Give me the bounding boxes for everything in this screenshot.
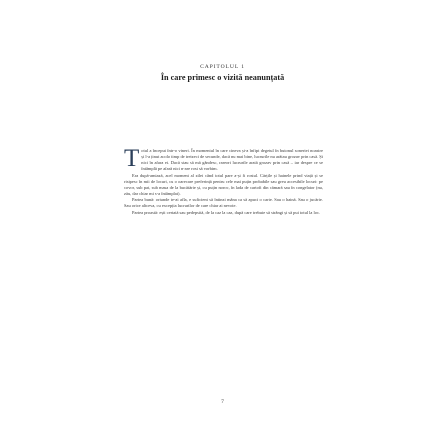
chapter-title: În care primesc o vizită neanunțată: [160, 73, 285, 82]
paragraph-4: Partea proastă: ești certată sau pedepsită, de la caz la caz, după care trebuie să strângi și să pui totul la loc.: [132, 209, 321, 215]
page-number: 7: [221, 399, 224, 405]
paragraph-1-text: otul a început într-o vineri. În momentul în care cineva și-a înfipt degetul în butonul soneriei noastre și l-a ținut acolo timp de treizeci de secunde, dacă nu mai bine, lucrurile nu arătau grozav prin casă. Și nici în afara ei. Dacă stau să mă gândesc, rareori lucrurile arată grozav prin casă – iar despre ce se întâmplă pe afară nici n-are rost să vorbim.: [141, 148, 323, 172]
body-text: [124, 145, 323, 216]
chapter-label: CAPITOLUL 1: [200, 64, 245, 70]
paragraph-1: [124, 145, 323, 173]
paragraph-2: Era după-amiază, acel moment al zilei când totul pare a-și fi rostul. Cărțile și hainele prind viață și se risipesc în mii de locuri, cu o oarecare preferință pentru cele mai puțin probabile sau greu accesibile locuri: pe covor, sub pat, sub masa de la bucătărie și, cu puțin noroc, în lada de cartofi din cămară sau în congelator (nu, zău, dar chiar mi s-a întâmplat).: [124, 172, 323, 197]
drop-cap: T: [124, 145, 140, 172]
paragraph-3: Partea bună: oriunde te-ai afla, e suficient să întinzi mâna ca să apuci o carte. Sau o haină. Sau o jucărie. Sau orice altceva, cu excepția lucrurilor de care chiar ai nevoie.: [124, 197, 323, 209]
